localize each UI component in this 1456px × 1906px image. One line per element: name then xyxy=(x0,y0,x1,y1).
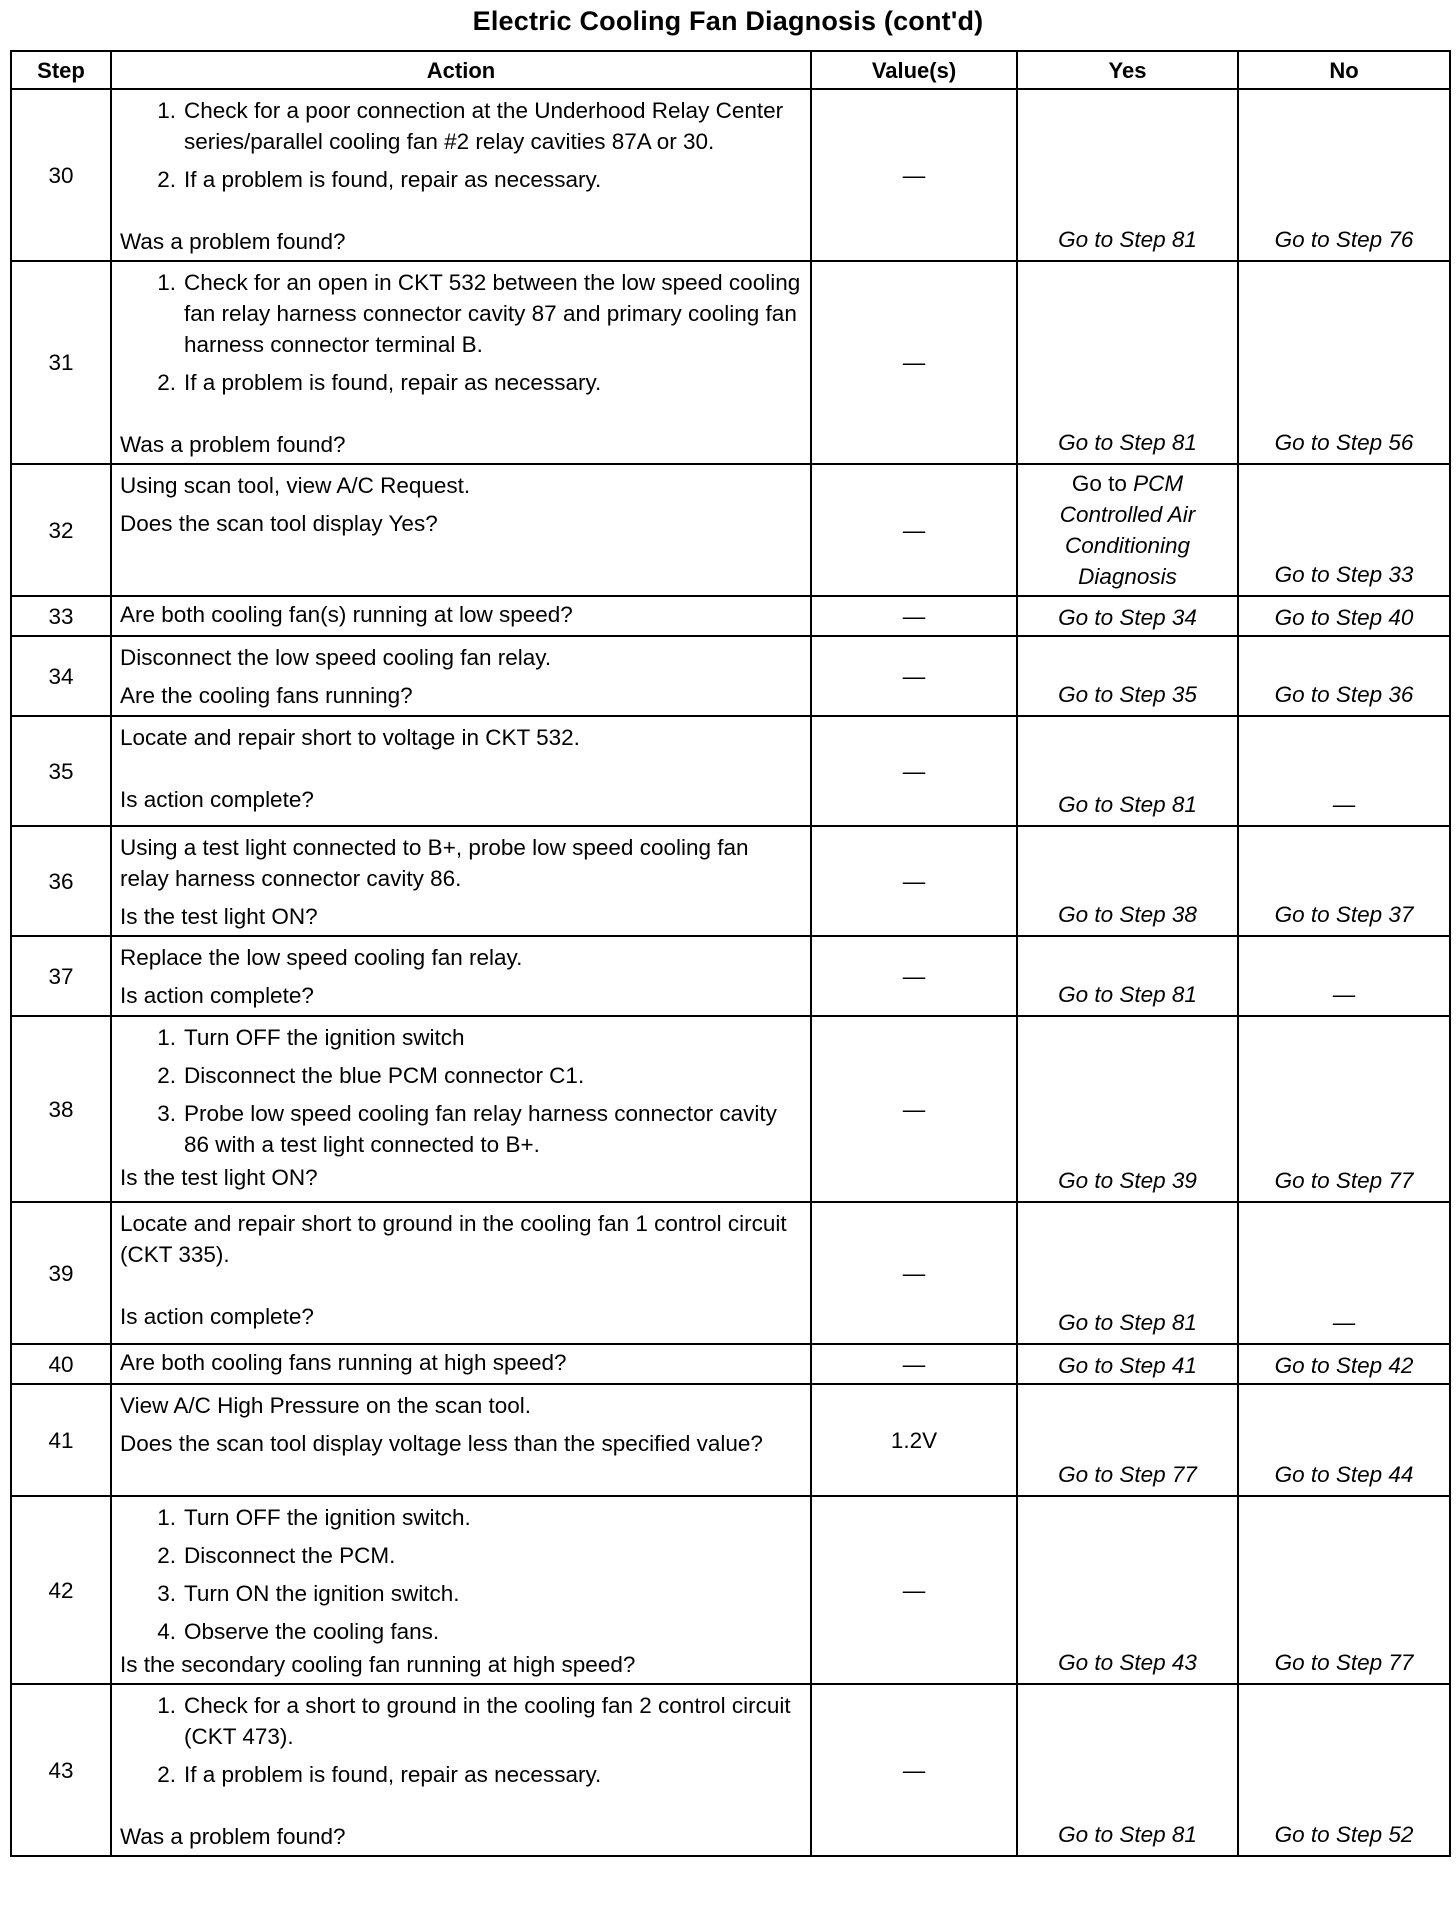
list-item: 3. Probe low speed cooling fan relay harness connector cavity 86 with a test light connected to B+. xyxy=(157,1101,777,1157)
yes-prefix: Go to xyxy=(1071,471,1127,496)
yes-cell: Go to Step 39 xyxy=(1017,1016,1238,1202)
question-text: Is the secondary cooling fan running at high speed? xyxy=(120,1652,636,1677)
list-item: 2. Disconnect the PCM. xyxy=(157,1543,396,1568)
action-cell xyxy=(111,596,811,636)
step-number: 32 xyxy=(11,464,111,596)
table-row xyxy=(11,1016,1450,1202)
question-text: Does the scan tool display Yes? xyxy=(120,511,438,536)
header-values: Value(s) xyxy=(811,51,1017,89)
table-row xyxy=(11,716,1450,826)
yes-cell xyxy=(1017,464,1238,596)
action-cell xyxy=(111,636,811,716)
yes-cell: Go to Step 81 xyxy=(1017,261,1238,464)
no-cell: Go to Step 77 xyxy=(1238,1016,1450,1202)
step-number: 34 xyxy=(11,636,111,716)
table-row xyxy=(11,936,1450,1016)
yes-cell: Go to Step 34 xyxy=(1017,596,1238,636)
table-row xyxy=(11,1384,1450,1496)
no-cell: Go to Step 76 xyxy=(1238,89,1450,261)
table-row xyxy=(11,1344,1450,1384)
table-row xyxy=(11,261,1450,464)
list-item: 3. Turn ON the ignition switch. xyxy=(157,1581,460,1606)
yes-cell: Go to Step 81 xyxy=(1017,716,1238,826)
value-cell: — xyxy=(811,464,1017,596)
yes-cell: Go to Step 77 xyxy=(1017,1384,1238,1496)
action-text: Locate and repair short to ground in the cooling fan 1 control circuit (CKT 335). xyxy=(120,1211,787,1267)
table-row xyxy=(11,1496,1450,1684)
action-cell xyxy=(111,1496,811,1684)
value-cell: — xyxy=(811,1344,1017,1384)
action-cell xyxy=(111,1202,811,1344)
list-item: 2. Disconnect the blue PCM connector C1. xyxy=(157,1063,585,1088)
header-yes: Yes xyxy=(1017,51,1238,89)
list-item: 2. If a problem is found, repair as necessary. xyxy=(157,167,602,192)
table-row xyxy=(11,1684,1450,1856)
list-item: 2. If a problem is found, repair as necessary. xyxy=(157,1762,602,1787)
no-cell: Go to Step 40 xyxy=(1238,596,1450,636)
value-cell: — xyxy=(811,1016,1017,1202)
question-text: Is the test light ON? xyxy=(120,904,318,929)
step-number: 42 xyxy=(11,1496,111,1684)
no-cell: Go to Step 44 xyxy=(1238,1384,1450,1496)
step-number: 41 xyxy=(11,1384,111,1496)
value-cell: — xyxy=(811,826,1017,936)
step-number: 33 xyxy=(11,596,111,636)
action-cell xyxy=(111,716,811,826)
table-row xyxy=(11,596,1450,636)
action-text: Locate and repair short to voltage in CKT 532. xyxy=(120,725,580,750)
no-cell: Go to Step 37 xyxy=(1238,826,1450,936)
header-action: Action xyxy=(111,51,811,89)
question-text: Is the test light ON? xyxy=(120,1165,318,1190)
diagnosis-table xyxy=(10,50,1451,1857)
table-row xyxy=(11,1202,1450,1344)
step-number: 38 xyxy=(11,1016,111,1202)
action-cell xyxy=(111,1684,811,1856)
action-cell xyxy=(111,936,811,1016)
page-title: Electric Cooling Fan Diagnosis (cont'd) xyxy=(472,6,984,36)
no-cell: Go to Step 56 xyxy=(1238,261,1450,464)
table-row xyxy=(11,636,1450,716)
action-cell xyxy=(111,826,811,936)
value-cell: — xyxy=(811,596,1017,636)
step-number: 35 xyxy=(11,716,111,826)
question-text: Was a problem found? xyxy=(120,432,346,457)
yes-cell: Go to Step 43 xyxy=(1017,1496,1238,1684)
step-number: 36 xyxy=(11,826,111,936)
value-cell: — xyxy=(811,1202,1017,1344)
action-cell xyxy=(111,1384,811,1496)
question-text: Are both cooling fans running at high speed? xyxy=(120,1350,567,1375)
action-text: Replace the low speed cooling fan relay. xyxy=(120,945,523,970)
question-text: Are both cooling fan(s) running at low speed? xyxy=(120,602,573,627)
step-number: 37 xyxy=(11,936,111,1016)
question-text: Is action complete? xyxy=(120,787,314,812)
table-row xyxy=(11,826,1450,936)
value-cell: — xyxy=(811,1684,1017,1856)
value-cell: — xyxy=(811,89,1017,261)
yes-cell: Go to Step 81 xyxy=(1017,1202,1238,1344)
yes-cell: Go to Step 35 xyxy=(1017,636,1238,716)
yes-reference: PCM Controlled Air Conditioning Diagnosis xyxy=(1059,471,1196,589)
no-cell: Go to Step 36 xyxy=(1238,636,1450,716)
action-text: Using scan tool, view A/C Request. xyxy=(120,473,471,498)
action-cell xyxy=(111,89,811,261)
action-text: View A/C High Pressure on the scan tool. xyxy=(120,1393,532,1418)
value-cell: — xyxy=(811,716,1017,826)
no-cell: Go to Step 77 xyxy=(1238,1496,1450,1684)
question-text: Is action complete? xyxy=(120,983,314,1008)
list-item: 1. Turn OFF the ignition switch. xyxy=(157,1505,471,1530)
list-item: 1. Turn OFF the ignition switch xyxy=(157,1025,465,1050)
table-row xyxy=(11,464,1450,596)
action-cell xyxy=(111,464,811,596)
list-item: 1. Check for an open in CKT 532 between the low speed cooling fan relay harness connector cavity 87 and primary cooling fan harness connector terminal B. xyxy=(157,270,801,357)
action-text: Disconnect the low speed cooling fan relay. xyxy=(120,645,552,670)
list-item: 1. Check for a poor connection at the Underhood Relay Center series/parallel cooling fan #2 relay cavities 87A or 30. xyxy=(157,98,784,154)
no-cell: — xyxy=(1238,1202,1450,1344)
question-text: Are the cooling fans running? xyxy=(120,683,413,708)
question-text: Was a problem found? xyxy=(120,229,346,254)
value-cell: — xyxy=(811,1496,1017,1684)
value-cell: 1.2V xyxy=(811,1384,1017,1496)
header-step: Step xyxy=(11,51,111,89)
list-item: 1. Check for a short to ground in the cooling fan 2 control circuit (CKT 473). xyxy=(157,1693,791,1749)
step-number: 30 xyxy=(11,89,111,261)
header-row xyxy=(11,51,1450,89)
question-text: Was a problem found? xyxy=(120,1824,346,1849)
action-cell xyxy=(111,261,811,464)
action-text: Using a test light connected to B+, probe low speed cooling fan relay harness connector cavity 86. xyxy=(120,835,749,891)
yes-cell: Go to Step 38 xyxy=(1017,826,1238,936)
yes-cell: Go to Step 81 xyxy=(1017,89,1238,261)
action-cell xyxy=(111,1016,811,1202)
step-number: 31 xyxy=(11,261,111,464)
value-cell: — xyxy=(811,636,1017,716)
no-cell: Go to Step 42 xyxy=(1238,1344,1450,1384)
list-item: 2. If a problem is found, repair as necessary. xyxy=(157,370,602,395)
header-no: No xyxy=(1238,51,1450,89)
value-cell: — xyxy=(811,936,1017,1016)
table-row xyxy=(11,89,1450,261)
value-cell: — xyxy=(811,261,1017,464)
yes-cell: Go to Step 81 xyxy=(1017,1684,1238,1856)
no-cell: Go to Step 52 xyxy=(1238,1684,1450,1856)
no-cell: Go to Step 33 xyxy=(1238,464,1450,596)
question-text: Is action complete? xyxy=(120,1304,314,1329)
step-number: 40 xyxy=(11,1344,111,1384)
list-item: 4. Observe the cooling fans. xyxy=(157,1619,440,1644)
yes-cell: Go to Step 41 xyxy=(1017,1344,1238,1384)
step-number: 39 xyxy=(11,1202,111,1344)
no-cell: — xyxy=(1238,936,1450,1016)
yes-cell: Go to Step 81 xyxy=(1017,936,1238,1016)
step-number: 43 xyxy=(11,1684,111,1856)
action-cell xyxy=(111,1344,811,1384)
question-text: Does the scan tool display voltage less than the specified value? xyxy=(120,1431,763,1456)
no-cell: — xyxy=(1238,716,1450,826)
